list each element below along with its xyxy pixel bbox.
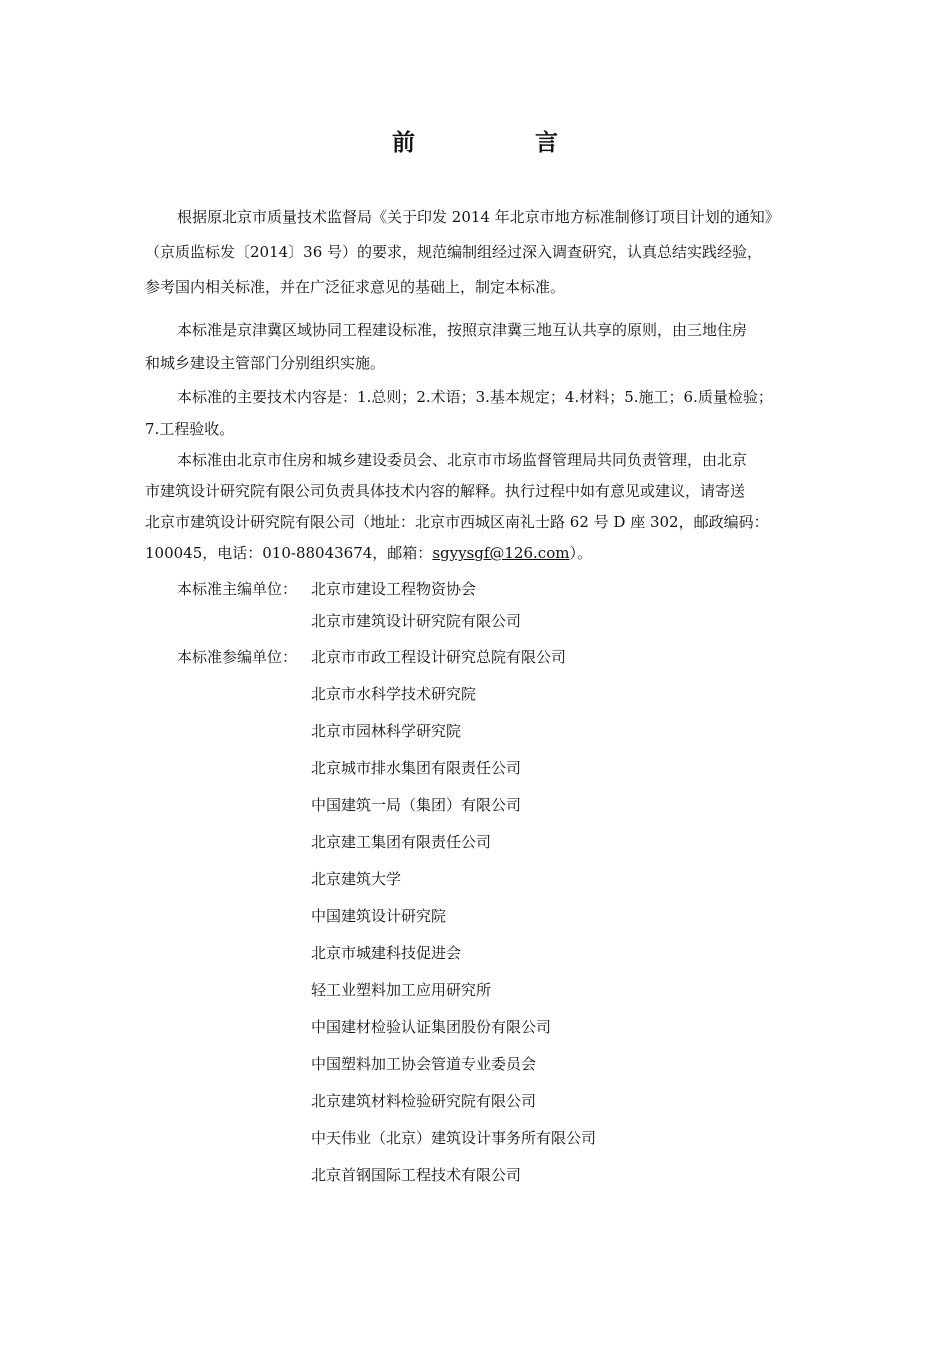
paragraph-line: 7.工程验收。 bbox=[145, 420, 235, 438]
paragraph-scope bbox=[145, 320, 821, 386]
org-row bbox=[177, 579, 521, 600]
paragraph-basis bbox=[145, 207, 821, 312]
chief-editor-units bbox=[177, 579, 521, 632]
paragraph-management bbox=[145, 450, 821, 574]
co-editor-label: 本标准参编单位： bbox=[177, 648, 298, 666]
org-item: 北京建筑大学 bbox=[311, 870, 402, 888]
org-item: 中国建筑一局（集团）有限公司 bbox=[311, 796, 522, 814]
org-item: 中国建材检验认证集团股份有限公司 bbox=[311, 1018, 552, 1036]
org-item: 中国建筑设计研究院 bbox=[311, 907, 447, 925]
contact-text: 100045，电话：010-88043674，邮箱： bbox=[145, 544, 433, 562]
paragraph-line: 参考国内相关标准，并在广泛征求意见的基础上，制定本标准。 bbox=[145, 278, 566, 296]
org-item: 北京市园林科学研究院 bbox=[311, 722, 462, 740]
paragraph-line: 本标准是京津冀区域协同工程建设标准，按照京津冀三地互认共享的原则，由三地住房 bbox=[177, 321, 748, 339]
paragraph-contents bbox=[145, 387, 821, 451]
paragraph-line: 市建筑设计研究院有限公司负责具体技术内容的解释。执行过程中如有意见或建议，请寄送 bbox=[145, 482, 746, 500]
co-editor-units bbox=[177, 647, 596, 1186]
page-title: 前 言 bbox=[391, 130, 614, 156]
org-item: 北京市市政工程设计研究总院有限公司 bbox=[311, 648, 567, 666]
paragraph-line: 和城乡建设主管部门分别组织实施。 bbox=[145, 354, 386, 372]
org-item: 中天伟业（北京）建筑设计事务所有限公司 bbox=[311, 1129, 597, 1147]
org-item: 北京市建设工程物资协会 bbox=[311, 580, 477, 598]
paragraph-line: 本标准的主要技术内容是：1.总则；2.术语；3.基本规定；4.材料；5.施工；6.质量检验； bbox=[177, 388, 773, 406]
org-item: 北京首钢国际工程技术有限公司 bbox=[311, 1166, 522, 1184]
contact-text-end: ）。 bbox=[569, 544, 592, 562]
org-item: 北京建筑材料检验研究院有限公司 bbox=[311, 1092, 537, 1110]
org-row bbox=[177, 647, 596, 668]
org-item: 北京市建筑设计研究院有限公司 bbox=[311, 612, 522, 630]
paragraph-line: 本标准由北京市住房和城乡建设委员会、北京市市场监督管理局共同负责管理，由北京 bbox=[177, 451, 748, 469]
paragraph-line bbox=[145, 543, 821, 564]
org-item: 北京建工集团有限责任公司 bbox=[311, 833, 492, 851]
paragraph-line: 根据原北京市质量技术监督局《关于印发 2014 年北京市地方标准制修订项目计划的通知》 bbox=[177, 208, 780, 226]
org-item: 中国塑料加工协会管道专业委员会 bbox=[311, 1055, 537, 1073]
email-link[interactable]: sgyysgf@126.com bbox=[432, 544, 570, 562]
paragraph-line: 北京市建筑设计研究院有限公司（地址：北京市西城区南礼士路 62 号 D 座 302，邮政编码： bbox=[145, 513, 769, 531]
org-item: 北京城市排水集团有限责任公司 bbox=[311, 759, 522, 777]
chief-editor-label: 本标准主编单位： bbox=[177, 580, 298, 598]
org-item: 北京市城建科技促进会 bbox=[311, 944, 462, 962]
paragraph-line: （京质监标发〔2014〕36 号）的要求，规范编制组经过深入调查研究，认真总结实践经验， bbox=[145, 243, 763, 261]
org-item: 轻工业塑料加工应用研究所 bbox=[311, 981, 492, 999]
org-item: 北京市水科学技术研究院 bbox=[311, 685, 477, 703]
